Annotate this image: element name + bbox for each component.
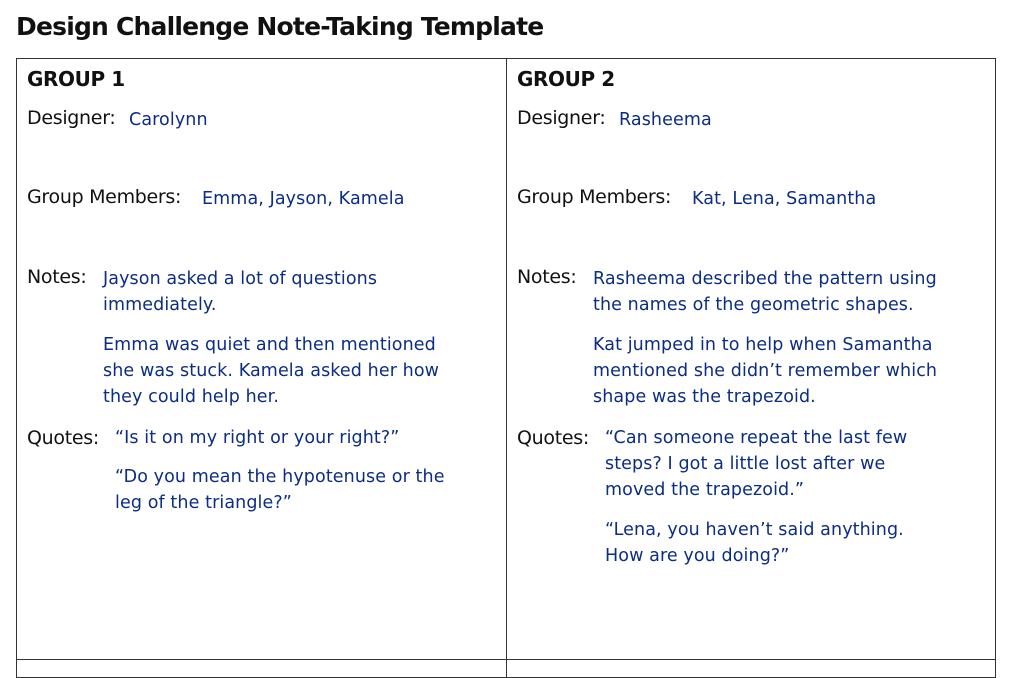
group-2-quote-2: “Lena, you haven’t said anything. How are you doing?” (605, 520, 904, 566)
group-2-note-2: Kat jumped in to help when Samantha mentioned she didn’t remember which shape was the trapezoid. (593, 335, 938, 407)
group-2-designer-label: Designer: (517, 107, 606, 129)
page-title: Design Challenge Note-Taking Template (16, 12, 544, 41)
group-2-notes-label: Notes: (517, 266, 577, 288)
group-1-note-1: Jayson asked a lot of questions immediately. (103, 269, 378, 315)
group-2-members-label: Group Members: (517, 186, 672, 208)
group-1-title: GROUP 1 (27, 67, 125, 91)
group-2-quotes-label: Quotes: (517, 427, 589, 449)
group-1-members-label: Group Members: (27, 186, 182, 208)
group-1-designer-label: Designer: (27, 107, 116, 129)
group-2-designer-value: Rasheema (619, 110, 712, 130)
group-2-note-1: Rasheema described the pattern using the names of the geometric shapes. (593, 269, 937, 315)
note-table (16, 58, 996, 678)
group-1-quote-2: “Do you mean the hypotenuse or the leg of the triangle?” (115, 467, 445, 513)
bottom-divider (16, 659, 996, 660)
group-1-designer-value: Carolynn (129, 110, 208, 130)
group-1-members-value: Emma, Jayson, Kamela (202, 189, 405, 209)
group-2-column (506, 59, 995, 677)
group-1-quotes-label: Quotes: (27, 427, 99, 449)
group-1-quote-1: “Is it on my right or your right?” (115, 428, 400, 448)
group-2-quote-1: “Can someone repeat the last few steps? I got a little lost after we moved the trapezoid.” (605, 428, 908, 500)
group-1-notes-label: Notes: (27, 266, 87, 288)
group-2-title: GROUP 2 (517, 67, 615, 91)
group-1-column (17, 59, 506, 677)
group-1-note-2: Emma was quiet and then mentioned she was stuck. Kamela asked her how they could help her. (103, 335, 440, 407)
group-2-members-value: Kat, Lena, Samantha (692, 189, 877, 209)
